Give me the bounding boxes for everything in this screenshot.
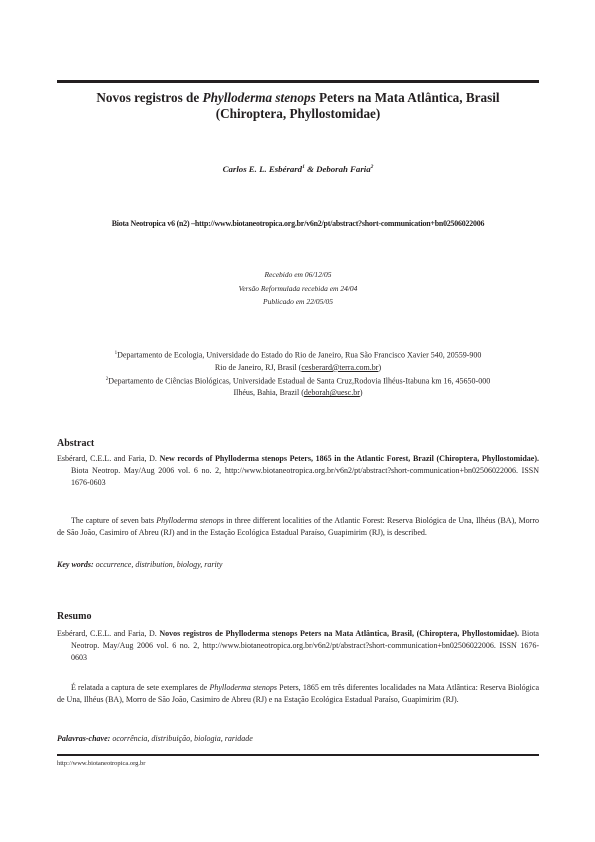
abstract-cite-authors: Esbérard, C.E.L. and Faria, D.: [57, 454, 160, 463]
affiliation-2-text-2: Ilhéus, Bahia, Brazil (: [233, 388, 304, 398]
abstract-body: [57, 515, 539, 539]
keywords-values: occurrence, distribution, biology, rarity: [93, 560, 223, 569]
date-published: Publicado em 22/05/05: [263, 297, 333, 306]
abstract-keywords: [57, 560, 222, 569]
affiliation-2-sup: 2: [105, 376, 109, 382]
affiliation-1: [57, 348, 539, 374]
abstract-cite-rest: Biota Neotrop. May/Aug 2006 vol. 6 no. 2, http://www.biotaneotropica.org.br/v6n2/pt/abstract?short-communication+bn02506022006. ISSN 1676-0603: [71, 466, 539, 488]
abstract-heading: Abstract: [57, 438, 95, 449]
abstract-body-species: Phylloderma stenops: [156, 516, 224, 525]
abstract-citation: [57, 453, 539, 490]
authors: [57, 164, 539, 174]
affiliation-2: [57, 374, 539, 400]
affiliation-1-email-link[interactable]: cesberard@terra.com.br: [301, 362, 379, 372]
resumo-citation: [57, 628, 539, 665]
resumo-body-post: Peters, 1865 em três diferentes localidades na Mata Atlântica: Reserva Biológica de Una, Ilhéus (BA), Morro de São João, Casimiro de Abreu (RJ) e na Estação Ecológica Estadual Paraíso, Guapimirim (RJ).: [57, 683, 540, 705]
title-text-2: Peters na Mata Atlântica, Brasil: [315, 90, 500, 105]
footer-url: http://www.biotaneotropica.org.br: [57, 760, 146, 767]
affiliation-2-email-link[interactable]: deborah@uesc.br: [303, 388, 360, 398]
author-1: Carlos E. L. Esbérard: [222, 164, 303, 174]
date-revised: Versão Reformulada recebida em 24/04: [238, 283, 358, 293]
affiliation-2-text: Departamento de Ciências Biológicas, Universidade Estadual de Santa Cruz,Rodovia Ilhéus-Itabuna km 16, 45650-000: [108, 376, 491, 386]
abstract-cite-title: New records of Phylloderma stenops Peters, 1865 in the Atlantic Forest, Brazil (Chiroptera, Phyllostomidae).: [159, 454, 539, 463]
resumo-cite-rest: Biota Neotrop. May/Aug 2006 vol. 6 no. 2, http://www.biotaneotropica.org.br/v6n2/pt/abstract?short-communication+bn02506022006. ISSN 1676-0603: [71, 629, 539, 663]
keywords-label: Key words:: [57, 560, 94, 569]
palavras-chave-values: ocorrência, distribuição, biologia, raridade: [110, 734, 253, 743]
palavras-chave-label: Palavras-chave:: [57, 734, 111, 743]
dates-block: [57, 268, 539, 309]
abstract-body-pre: The capture of seven bats: [71, 516, 157, 525]
affiliations: [57, 348, 539, 399]
affiliation-1-sup: 1: [114, 351, 118, 356]
affiliation-2-close: ): [359, 388, 363, 398]
title-species: Phylloderma stenops: [202, 90, 316, 105]
resumo-body: [57, 682, 539, 706]
affiliation-1-text-2: Rio de Janeiro, RJ, Brasil (: [214, 362, 302, 372]
title-text: Novos registros de: [96, 90, 203, 105]
journal-citation-line: Biota Neotropica v6 (n2) –http://www.biotaneotropica.org.br/v6n2/pt/abstract?short-communication+bn02506022006: [111, 219, 485, 228]
author-2-sup: 2: [370, 164, 374, 171]
resumo-keywords: [57, 734, 253, 743]
top-rule: [57, 80, 539, 83]
author-sep: &: [304, 164, 317, 174]
date-received: Recebido em 06/12/05: [264, 270, 332, 279]
author-2: Deborah Faria: [316, 164, 371, 174]
article-title: [57, 90, 539, 122]
affiliation-1-close: ): [378, 362, 382, 372]
resumo-heading: Resumo: [57, 611, 92, 622]
author-1-sup: 1: [302, 164, 305, 171]
resumo-cite-title: Novos registros de Phylloderma stenops Peters na Mata Atlântica, Brasil, (Chiroptera, Phyllostomidae).: [159, 629, 520, 638]
resumo-body-pre: É relatada a captura de sete exemplares de: [71, 683, 210, 692]
affiliation-1-text: Departamento de Ecologia, Universidade do Estado do Rio de Janeiro, Rua São Francisco Xavier 540, 20559-900: [117, 350, 482, 360]
resumo-cite-authors: Esbérard, C.E.L. and Faria, D.: [57, 629, 160, 638]
resumo-body-species: Phylloderma stenops: [209, 683, 277, 692]
title-line-2: (Chiroptera, Phyllostomidae): [215, 106, 381, 121]
bottom-rule: [57, 754, 539, 756]
abstract-body-post: in three different localities of the Atlantic Forest: Reserva Biológica de Una, Ilhéus (BA), Morro de São João, Casimiro of Abreu (RJ) and in the Estação Ecológica Estadual Paraíso, Guapimirim (RJ), is described.: [57, 516, 539, 538]
